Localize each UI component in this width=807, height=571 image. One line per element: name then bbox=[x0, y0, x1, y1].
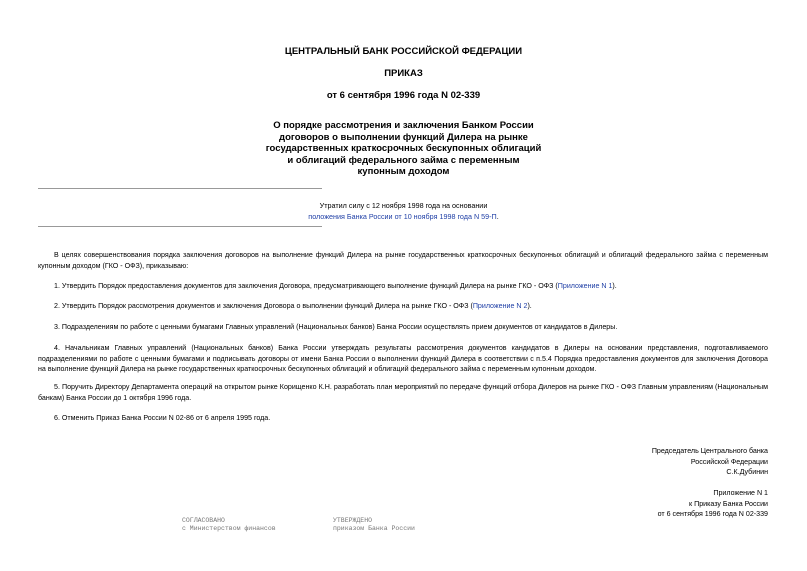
appendix-block bbox=[658, 488, 768, 520]
intro-paragraph: В целях совершенствования порядка заключения договоров на выполнение функций Дилера на рынке государственных краткосрочных бескупонных облигаций и облигаций федерального займа с переменным купонным доходом (ГКО - ОФЗ), приказываю: bbox=[38, 251, 768, 270]
bank-name: ЦЕНТРАЛЬНЫЙ БАНК РОССИЙСКОЙ ФЕДЕРАЦИИ bbox=[284, 46, 523, 57]
title-line: О порядке рассмотрения и заключения Банком России bbox=[273, 120, 534, 131]
item-2 bbox=[38, 301, 768, 312]
item-2-tail: ). bbox=[527, 302, 532, 310]
repeal-note-line2 bbox=[0, 211, 807, 222]
document-title bbox=[0, 120, 807, 178]
divider-top bbox=[38, 188, 322, 189]
signature-line1: Председатель Центрального банка bbox=[651, 447, 768, 455]
agreed-line1: СОГЛАСОВАНО bbox=[182, 517, 225, 524]
appendix-line3: от 6 сентября 1996 года N 02-339 bbox=[657, 510, 768, 519]
item-4: 4. Начальникам Главных управлений (Национальных банков) Банка России утверждать результаты рассмотрения документов кандидатов в Дилеры на основании представления, подготавливаемого подразделениями по работе с ценными бумагами и подписывать договоры от имени Банка России о выполнении функций Дилера в соответствии с п.5.4 Порядка предоставления документов для заключения Договора на выполнение функций Дилера на рынке государственных краткосрочных бескупонных облигаций и облигаций федерального займа с переменным купонным доходом. bbox=[38, 344, 768, 374]
item-1-text: 1. Утвердить Порядок предоставления документов для заключения Договора, предусматривающего выполнение функций Дилера на рынке ГКО - ОФЗ ( bbox=[54, 282, 558, 290]
approved-stamp bbox=[333, 517, 415, 533]
item-3: 3. Подразделениям по работе с ценными бумагами Главных управлений (Национальных банков) Банка России осуществлять прием документов от кандидатов в Дилеры. bbox=[54, 323, 618, 331]
signature-line2: Российской Федерации bbox=[690, 457, 768, 466]
title-line: и облигаций федерального займа с переменным bbox=[287, 154, 520, 166]
divider-bottom bbox=[38, 226, 322, 227]
title-line: государственных краткосрочных бескупонных облигаций bbox=[265, 143, 542, 154]
repeal-link[interactable]: положения Банка России от 10 ноября 1998 года N 59-П bbox=[308, 212, 497, 221]
item-1 bbox=[38, 281, 768, 292]
doc-date-number: от 6 сентября 1996 года N 02-339 bbox=[326, 90, 481, 101]
agreed-stamp bbox=[182, 517, 276, 533]
repeal-note bbox=[0, 200, 807, 222]
signature-line3: С.К.Дубинин bbox=[726, 468, 768, 477]
item-1-tail: ). bbox=[612, 282, 617, 290]
appendix-2-link[interactable]: Приложение N 2 bbox=[472, 302, 528, 310]
appendix-1-link[interactable]: Приложение N 1 bbox=[557, 282, 613, 290]
doc-type: ПРИКАЗ bbox=[384, 68, 423, 79]
item-2-text: 2. Утвердить Порядок рассмотрения документов и заключения Договора о выполнении функций Дилера на рынке ГКО - ОФЗ ( bbox=[54, 302, 473, 310]
repeal-note-line1: Утратил силу с 12 ноября 1998 года на основании bbox=[319, 201, 488, 210]
title-line: купонным доходом bbox=[357, 166, 450, 177]
agreed-line2: с Министерством финансов bbox=[182, 525, 276, 532]
approved-line2: приказом Банка России bbox=[333, 525, 415, 532]
appendix-line2: к Приказу Банка России bbox=[689, 499, 768, 508]
title-line: договоров о выполнении функций Дилера на рынке bbox=[279, 131, 528, 143]
approved-line1: УТВЕРЖДЕНО bbox=[333, 517, 373, 524]
item-6: 6. Отменить Приказ Банка России N 02-86 от 6 апреля 1995 года. bbox=[54, 414, 271, 422]
repeal-note-tail: . bbox=[496, 212, 499, 221]
item-5: 5. Поручить Директору Департамента операций на открытом рынке Корищенко К.Н. разработать план мероприятий по передаче функций отбора Дилеров на рынке ГКО - ОФЗ Главным управлениям (Национальным банкам) Банка России до 1 октября 1996 года. bbox=[38, 383, 768, 402]
signature-block bbox=[652, 446, 768, 478]
appendix-line1: Приложение N 1 bbox=[713, 489, 768, 497]
